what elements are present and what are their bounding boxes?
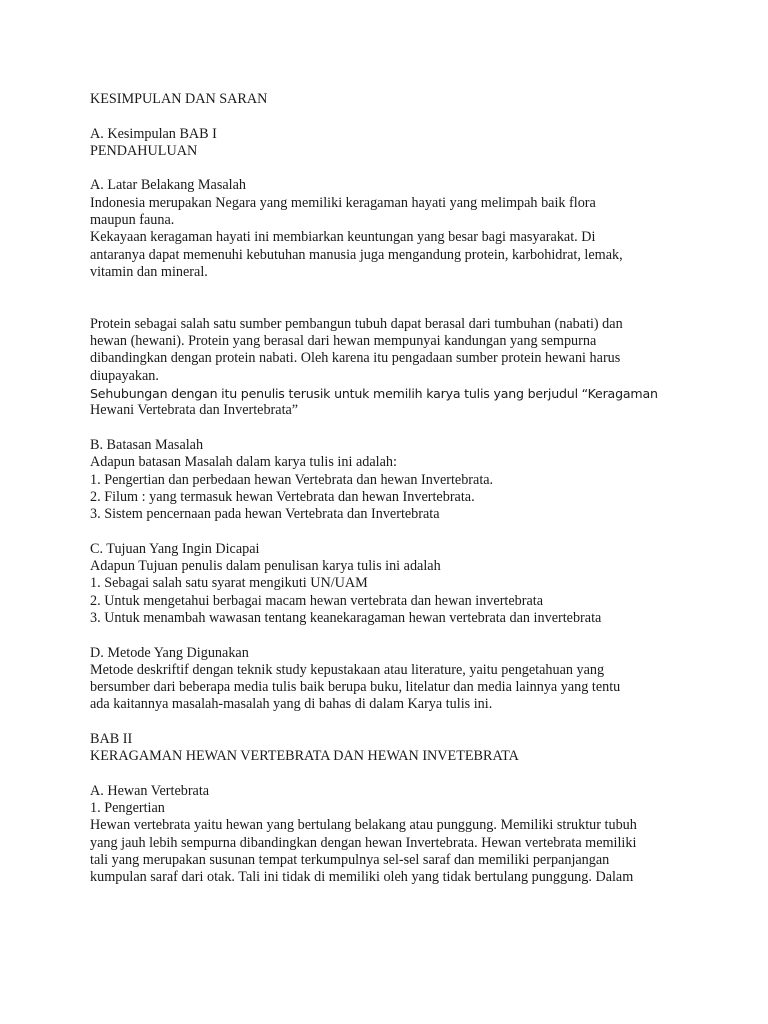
paragraph-line: yang jauh lebih sempurna dibandingkan dengan hewan Invertebrata. Hewan vertebrata memiliki: [90, 834, 637, 851]
batasan-intro: Adapun batasan Masalah dalam karya tulis ini adalah:: [90, 454, 397, 471]
paragraph-line: Indonesia merupakan Negara yang memiliki keragaman hayati yang melimpah baik flora: [90, 194, 596, 211]
paragraph-line: dibandingkan dengan protein nabati. Oleh karena itu pengadaan sumber protein hewani harus: [90, 350, 621, 367]
latar-heading: A. Latar Belakang Masalah: [90, 177, 247, 194]
vertebrata-subheading: 1. Pengertian: [90, 800, 165, 817]
paragraph-line: Sehubungan dengan itu penulis terusik untuk memilih karya tulis yang berjudul “Keragaman: [90, 386, 658, 402]
bab2-title: KERAGAMAN HEWAN VERTEBRATA DAN HEWAN INVETEBRATA: [90, 748, 519, 765]
paragraph-line: maupun fauna.: [90, 212, 175, 229]
bab1-subheading: PENDAHULUAN: [90, 142, 198, 159]
list-item: 3. Untuk menambah wawasan tentang keanekaragaman hewan vertebrata dan invertebrata: [90, 609, 602, 626]
list-item: 1. Sebagai salah satu syarat mengikuti UN/UAM: [90, 575, 368, 592]
paragraph-line: ada kaitannya masalah-masalah yang di bahas di dalam Karya tulis ini.: [90, 696, 493, 713]
paragraph-line: diupayakan.: [90, 367, 159, 384]
vertebrata-heading: A. Hewan Vertebrata: [90, 782, 210, 799]
document-page: [90, 91, 690, 887]
paragraph-line: Metode deskriftif dengan teknik study kepustakaan atau literature, yaitu pengetahuan yang: [90, 661, 605, 678]
paragraph-line: bersumber dari beberapa media tulis baik berupa buku, litelatur dan media lainnya yang tentu: [90, 679, 621, 696]
list-item: 2. Filum : yang termasuk hewan Vertebrata dan hewan Invertebrata.: [90, 488, 475, 505]
paragraph-line: Hewan vertebrata yaitu hewan yang bertulang belakang atau punggung. Memiliki struktur tubuh: [90, 817, 637, 834]
bab1-heading: A. Kesimpulan BAB I: [90, 125, 217, 142]
paragraph-line: tali yang merupakan susunan tempat terkumpulnya sel-sel saraf dan memiliki perpanjangan: [90, 852, 610, 869]
paragraph-line: Kekayaan keragaman hayati ini membiarkan keuntungan yang besar bagi masyarakat. Di: [90, 229, 596, 246]
tujuan-heading: C. Tujuan Yang Ingin Dicapai: [90, 540, 260, 557]
tujuan-intro: Adapun Tujuan penulis dalam penulisan karya tulis ini adalah: [90, 558, 441, 575]
paragraph-line: antaranya dapat memenuhi kebutuhan manusia juga mengandung protein, karbohidrat, lemak,: [90, 246, 623, 263]
paragraph-line: vitamin dan mineral.: [90, 263, 208, 280]
paragraph-line: kumpulan saraf dari otak. Tali ini tidak di memiliki oleh yang tidak bertulang punggung. Dalam: [90, 869, 634, 886]
bab2-heading: BAB II: [90, 730, 133, 747]
list-item: 2. Untuk mengetahui berbagai macam hewan vertebrata dan hewan invertebrata: [90, 592, 544, 609]
paragraph-line: Hewani Vertebrata dan Invertebrata”: [90, 402, 299, 419]
list-item: 1. Pengertian dan perbedaan hewan Vertebrata dan hewan Invertebrata.: [90, 471, 494, 488]
list-item: 3. Sistem pencernaan pada hewan Vertebrata dan Invertebrata: [90, 506, 440, 523]
paragraph-line: hewan (hewani). Protein yang berasal dari hewan mempunyai kandungan yang sempurna: [90, 333, 597, 350]
document-title: KESIMPULAN DAN SARAN: [90, 91, 268, 107]
paragraph-line: Protein sebagai salah satu sumber pembangun tubuh dapat berasal dari tumbuhan (nabati) dan: [90, 315, 623, 332]
metode-heading: D. Metode Yang Digunakan: [90, 644, 249, 661]
batasan-heading: B. Batasan Masalah: [90, 436, 204, 453]
